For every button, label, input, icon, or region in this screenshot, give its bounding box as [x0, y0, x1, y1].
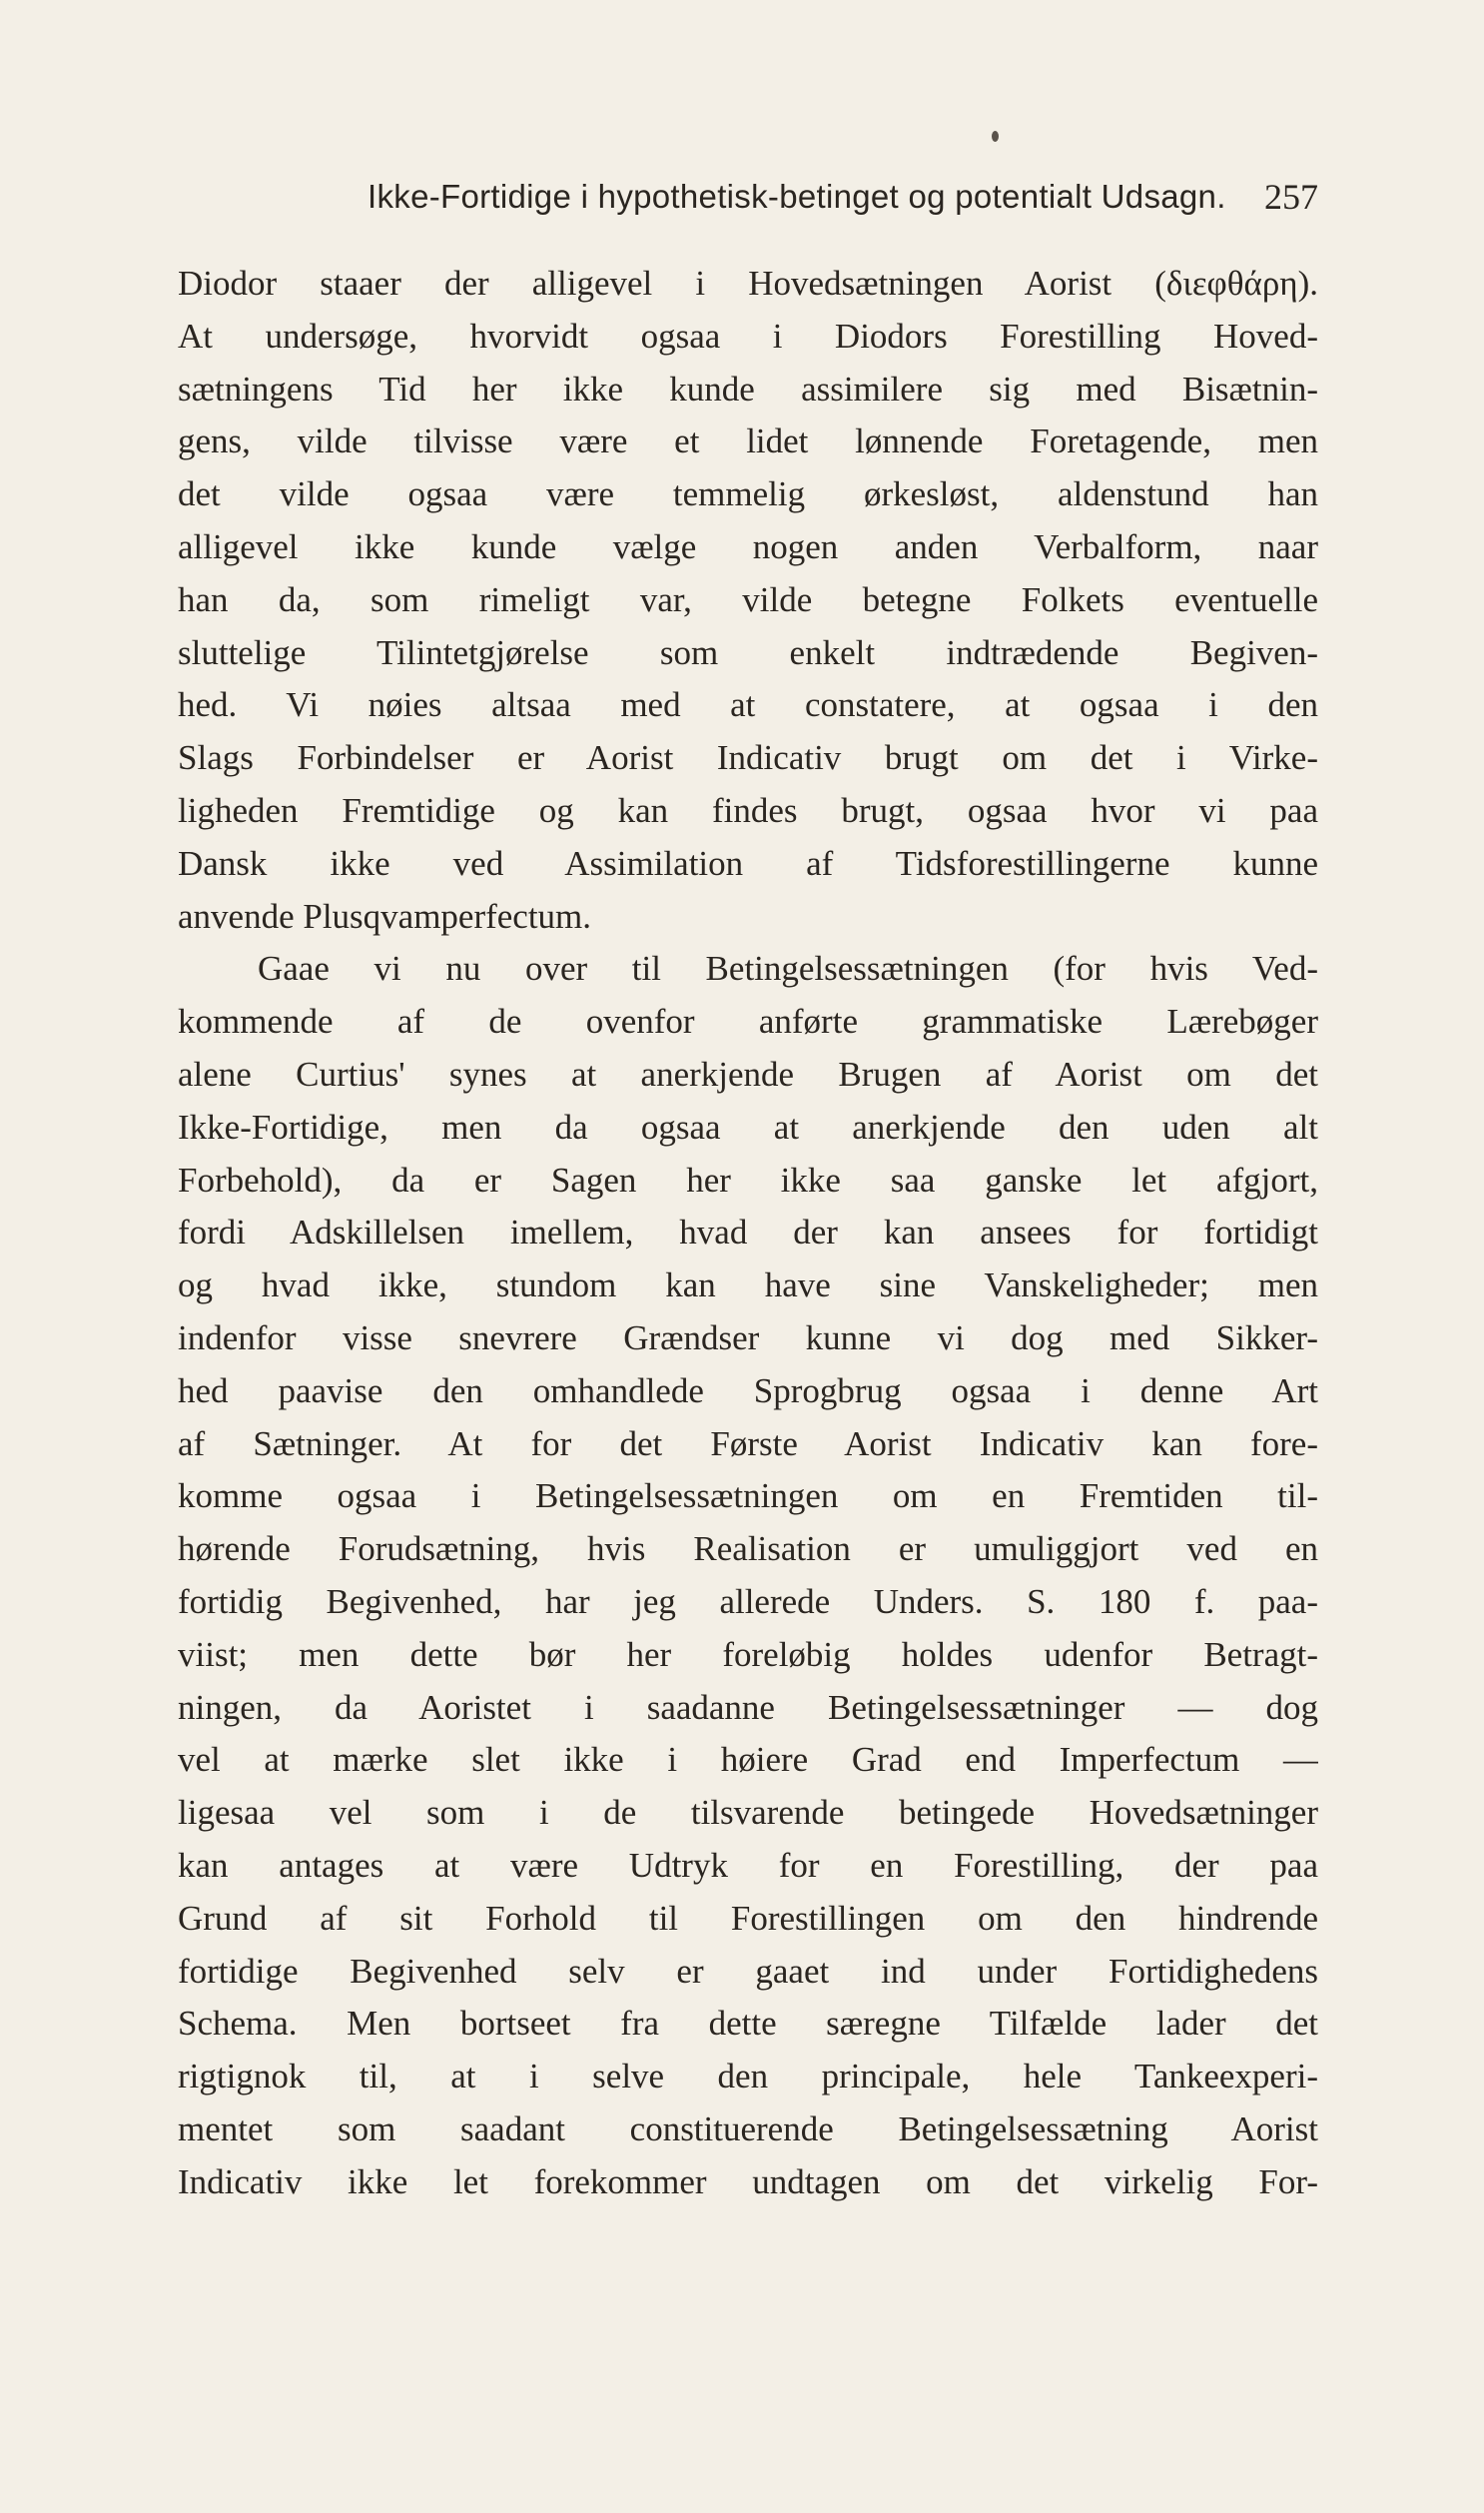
text-line: komme ogsaa i Betingelsessætningen om en Fremtiden til- [178, 1476, 1318, 1516]
text-line: kan antages at være Udtryk for en Forestilling, der paa [178, 1845, 1318, 1885]
running-header [178, 172, 1318, 222]
text-line: og hvad ikke, stundom kan have sine Vanskeligheder; men [178, 1265, 1318, 1305]
text-line: indenfor visse snevrere Grændser kunne vi dog med Sikker- [178, 1317, 1318, 1357]
running-title: Ikke-Fortidige i hypothetisk-betinget og potentialt Udsagn. [368, 178, 1226, 215]
text-line: alene Curtius' synes at anerkjende Brugen af Aorist om det [178, 1054, 1318, 1094]
text-line: Diodor staaer der alligevel i Hovedsætningen Aorist (διεφθάρη). [178, 264, 1318, 303]
text-line: ligesaa vel som i de tilsvarende betingede Hovedsætninger [178, 1793, 1318, 1833]
body-text [178, 258, 1318, 2208]
text-line: Schema. Men bortseet fra dette særegne Tilfælde lader det [178, 2004, 1318, 2044]
text-line: sætningens Tid her ikke kunde assimilere sig med Bisætnin- [178, 369, 1318, 409]
paragraph-first-line: Gaae vi nu over til Betingelsessætningen (for hvis Ved- [258, 949, 1318, 989]
text-line: fordi Adskillelsen imellem, hvad der kan ansees for fortidigt [178, 1213, 1318, 1253]
text-line: alligevel ikke kunde vælge nogen anden Verbalform, naar [178, 526, 1318, 566]
text-line: Indicativ ikke let forekommer undtagen om det virkelig For- [178, 2161, 1318, 2201]
text-line: gens, vilde tilvisse være et lidet lønnende Foretagende, men [178, 421, 1318, 461]
text-line: af Sætninger. At for det Første Aorist Indicativ kan fore- [178, 1423, 1318, 1463]
text-line: sluttelige Tilintetgjørelse som enkelt indtrædende Begiven- [178, 632, 1318, 672]
text-line: fortidig Begivenhed, har jeg allerede Unders. S. 180 f. paa- [178, 1581, 1318, 1621]
text-line: Slags Forbindelser er Aorist Indicativ brugt om det i Virke- [178, 738, 1318, 778]
text-line: Dansk ikke ved Assimilation af Tidsforestillingerne kunne [178, 843, 1318, 883]
paragraph-last-line: anvende Plusqvamperfectum. [178, 896, 592, 936]
text-line: vel at mærke slet ikke i høiere Grad end Imperfectum — [178, 1740, 1318, 1780]
text-line: rigtignok til, at i selve den principale, hele Tankeexperi- [178, 2057, 1318, 2096]
text-line: ningen, da Aoristet i saadanne Betingelsessætninger — dog [178, 1687, 1318, 1727]
text-line: mentet som saadant constituerende Betingelsessætning Aorist [178, 2108, 1318, 2148]
text-line: han da, som rimeligt var, vilde betegne Folkets eventuelle [178, 579, 1318, 619]
page-number: 257 [1264, 177, 1318, 217]
text-line: fortidige Begivenhed selv er gaaet ind under Fortidighedens [178, 1951, 1318, 1991]
text-line: At undersøge, hvorvidt ogsaa i Diodors Forestilling Hoved- [178, 316, 1318, 356]
text-line: hed paavise den omhandlede Sprogbrug ogsaa i denne Art [178, 1370, 1318, 1410]
text-line: Grund af sit Forhold til Forestillingen om den hindrende [178, 1898, 1318, 1938]
text-line: det vilde ogsaa være temmelig ørkesløst, aldenstund han [178, 474, 1318, 514]
text-line: viist; men dette bør her foreløbig holdes udenfor Betragt- [178, 1634, 1318, 1674]
text-line: kommende af de ovenfor anførte grammatiske Lærebøger [178, 1002, 1318, 1042]
text-line: ligheden Fremtidige og kan findes brugt, ogsaa hvor vi paa [178, 790, 1318, 830]
text-line: hed. Vi nøies altsaa med at constatere, at ogsaa i den [178, 685, 1318, 725]
text-line: Forbehold), da er Sagen her ikke saa ganske let afgjort, [178, 1160, 1318, 1200]
print-speck [992, 131, 999, 142]
text-line: hørende Forudsætning, hvis Realisation er umuliggjort ved en [178, 1529, 1318, 1569]
text-line: Ikke-Fortidige, men da ogsaa at anerkjende den uden alt [178, 1107, 1318, 1147]
